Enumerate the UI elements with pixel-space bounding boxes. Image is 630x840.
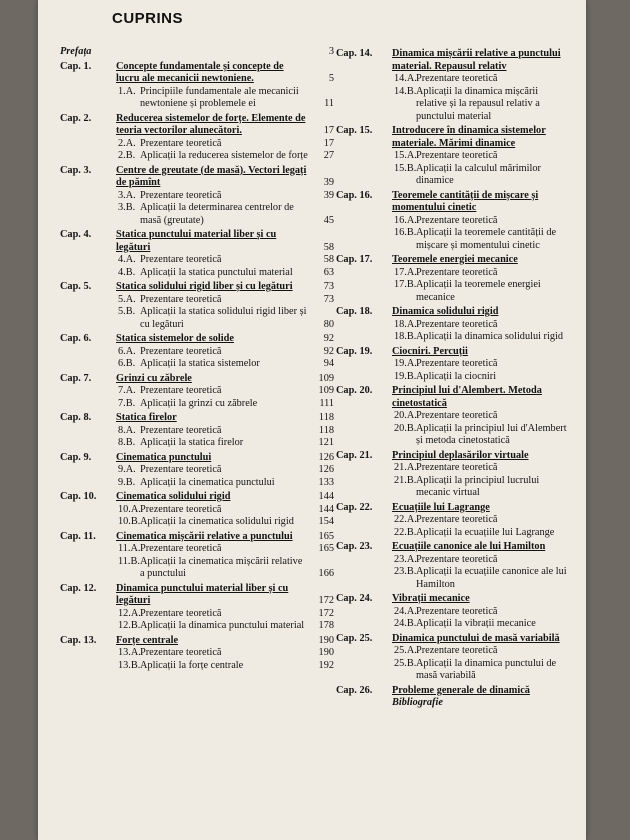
- chapter-label: Cap. 8.: [60, 412, 92, 423]
- toc-entry: [60, 358, 336, 371]
- chapter-label: Cap. 12.: [60, 582, 97, 594]
- toc-entry: [336, 618, 586, 631]
- section-code: 16.A.: [394, 214, 417, 226]
- section-code: 1.A.: [118, 85, 136, 97]
- chapter-title: Statica sistemelor de solide: [116, 333, 234, 344]
- page-number: 73: [323, 281, 334, 292]
- page-number: 133: [318, 476, 334, 488]
- section-code: 23.B.: [394, 566, 417, 577]
- toc-entry: [336, 606, 586, 619]
- chapter-label: Cap. 23.: [336, 541, 373, 552]
- section-title: Prezentare teoretică: [140, 345, 222, 357]
- toc-entry: [336, 279, 586, 304]
- section-title: Aplicații la calculul mărimilor dinamice: [416, 162, 541, 186]
- chapter-label: Cap. 16.: [336, 189, 373, 201]
- page-number: 11: [324, 98, 334, 109]
- chapter-title: Principiul lui d'Alembert. Metoda cinetostatică: [392, 385, 542, 409]
- section-code: 14.A.: [394, 73, 417, 84]
- toc-entry: [336, 215, 586, 228]
- chapter-label: Cap. 2.: [60, 112, 92, 124]
- chapter-title: Cinematica punctului: [116, 451, 212, 463]
- section-title: Aplicații la statica solidului rigid liber și cu legături: [140, 306, 307, 330]
- chapter-label: Cap. 17.: [336, 254, 373, 265]
- chapter-label: Cap. 11.: [60, 530, 96, 542]
- section-title: Aplicații la statica firelor: [140, 437, 244, 448]
- section-code: 12.A.: [118, 607, 141, 619]
- page-number: 165: [318, 543, 334, 554]
- toc-entry: [60, 583, 336, 608]
- section-code: 17.A.: [394, 266, 417, 278]
- section-title: Prezentare teoretică: [416, 514, 498, 525]
- chapter-title: Cinematica solidului rigid: [116, 491, 231, 502]
- toc-entry: [336, 267, 586, 280]
- section-code: 5.A.: [118, 293, 136, 305]
- section-code: 4.A.: [118, 254, 136, 265]
- toc-entry: [60, 373, 336, 386]
- page-number: 144: [318, 503, 334, 515]
- chapter-label: Cap. 15.: [336, 125, 373, 136]
- page-number: 92: [323, 333, 334, 344]
- chapter-label: Cap. 21.: [336, 449, 373, 461]
- section-code: 18.A.: [394, 318, 417, 330]
- section-code: 20.B.: [394, 422, 417, 434]
- chapter-title: Introducere în dinamica sistemelor materiale. Mărimi dinamice: [392, 125, 546, 149]
- chapter-title: Statica punctului material liber și cu legături: [116, 229, 277, 253]
- section-code: 23.A.: [394, 553, 417, 565]
- section-code: 19.B.: [394, 370, 417, 382]
- chapter-title: Teoremele energiei mecanice: [392, 254, 518, 265]
- chapter-label: Cap. 25.: [336, 632, 373, 644]
- toc-entry: [336, 150, 586, 163]
- toc-entry: [336, 423, 586, 448]
- toc-entry: [60, 254, 336, 267]
- page-number: 165: [318, 530, 334, 542]
- toc-entry: [336, 358, 586, 371]
- section-code: 13.B.: [118, 659, 141, 671]
- toc-entry: [336, 475, 586, 500]
- chapter-label: Cap. 13.: [60, 634, 97, 646]
- chapter-title: Forțe centrale: [116, 634, 179, 646]
- chapter-title: Cinematica mișcării relative a punctului: [116, 530, 293, 542]
- toc-entry: [336, 658, 586, 683]
- toc-entry: [336, 593, 586, 606]
- toc-column-left: [60, 46, 336, 672]
- chapter-title: Dinamica punctului material liber și cu legături: [116, 582, 289, 606]
- section-title: Aplicații la ciocniri: [416, 370, 497, 382]
- page-number: 126: [318, 451, 334, 463]
- section-code: 3.B.: [118, 202, 136, 213]
- section-code: 21.A.: [394, 462, 417, 473]
- section-code: 25.A.: [394, 645, 417, 656]
- chapter-label: Cap. 1.: [60, 60, 92, 72]
- page-number: 178: [318, 620, 334, 631]
- toc-entry: [336, 319, 586, 332]
- toc-entry: [60, 190, 336, 203]
- section-title: Aplicații la teoremele cantității de mișcare și momentului cinetic: [416, 227, 557, 251]
- toc-entry: [60, 346, 336, 359]
- toc-entry: [336, 410, 586, 423]
- toc-entry: [336, 502, 586, 515]
- section-title: Prezentare teoretică: [416, 150, 498, 161]
- toc-entry: [60, 385, 336, 398]
- chapter-title: Teoremele cantității de mișcare și momentului cinetic: [392, 189, 539, 213]
- section-title: Aplicații la ecuațiile lui Lagrange: [416, 526, 555, 538]
- section-code: 22.B.: [394, 526, 417, 538]
- chapter-title: Grinzi cu zăbrele: [116, 372, 192, 384]
- toc-entry: [60, 306, 336, 331]
- chapter-title: [116, 46, 308, 59]
- toc-entry: [60, 113, 336, 138]
- toc-entry: [60, 504, 336, 517]
- section-code: 10.A.: [118, 503, 141, 515]
- book-page: [38, 0, 586, 840]
- chapter-label: Cap. 22.: [336, 501, 373, 513]
- section-code: 10.B.: [118, 516, 141, 527]
- chapter-label: Cap. 24.: [336, 593, 373, 604]
- chapter-label: Cap. 19.: [336, 345, 373, 357]
- section-code: 7.A.: [118, 385, 136, 396]
- section-title: Prezentare teoretică: [140, 503, 222, 515]
- section-title: Aplicații la dinamica solidului rigid: [416, 331, 563, 342]
- chapter-label: Cap. 5.: [60, 281, 92, 292]
- page-number: 126: [318, 464, 334, 475]
- toc-entry: [60, 165, 336, 190]
- chapter-label: Cap. 26.: [336, 684, 373, 696]
- chapter-title: Statica solidului rigid liber și cu legături: [116, 281, 293, 292]
- page-number: 3: [328, 46, 334, 57]
- chapter-title: Dinamica solidului rigid: [392, 306, 499, 317]
- toc-entry: [60, 452, 336, 465]
- toc-entry: [336, 254, 586, 267]
- toc-entry: [336, 371, 586, 384]
- section-title: Aplicații la principiul lui d'Alembert și metoda cinetostatică: [416, 422, 567, 446]
- section-title: Aplicații la teoremele energiei mecanice: [416, 279, 541, 303]
- toc-entry: [336, 697, 586, 710]
- section-title: Prezentare teoretică: [416, 605, 498, 617]
- toc-entry: [336, 73, 586, 86]
- page-number: 109: [318, 385, 334, 396]
- page-number: 73: [323, 293, 334, 305]
- toc-entry: [336, 514, 586, 527]
- section-title: Aplicații la statica punctului material: [140, 266, 293, 278]
- toc-entry: [336, 306, 586, 319]
- page-number: 172: [318, 595, 334, 606]
- toc-entry: [336, 190, 586, 215]
- page-number: 118: [318, 424, 334, 436]
- chapter-label: Cap. 6.: [60, 333, 92, 344]
- chapter-title: Principiul deplasărilor virtuale: [392, 449, 529, 461]
- page-number: 27: [323, 150, 334, 161]
- section-title: Prezentare teoretică: [140, 293, 222, 305]
- toc-entry: [60, 61, 336, 86]
- section-code: 2.A.: [118, 137, 136, 149]
- toc-entry: [60, 477, 336, 490]
- page-number: 121: [318, 437, 334, 448]
- toc-entry: [60, 531, 336, 544]
- toc-entry: [60, 660, 336, 673]
- toc-entry: [336, 462, 586, 475]
- section-title: Aplicații la vibrații mecanice: [416, 618, 536, 629]
- toc-entry: [60, 437, 336, 450]
- chapter-title: Ciocniri. Percuții: [392, 345, 468, 357]
- section-title: Aplicații la cinematica punctului: [140, 476, 275, 488]
- section-title: Prezentare teoretică: [140, 464, 222, 475]
- section-code: 18.B.: [394, 331, 417, 342]
- toc-entry: [60, 464, 336, 477]
- toc-entry: [336, 163, 586, 188]
- toc-entry: [336, 227, 586, 252]
- toc-entry: [60, 635, 336, 648]
- toc-entry: [336, 346, 586, 359]
- section-title: Prezentare teoretică: [416, 462, 498, 473]
- toc-entry: [60, 398, 336, 411]
- toc-entry: [60, 516, 336, 529]
- page-number: 92: [323, 345, 334, 357]
- chapter-label: Cap. 18.: [336, 306, 373, 317]
- section-code: 9.B.: [118, 476, 136, 488]
- section-code: 4.B.: [118, 266, 136, 278]
- toc-entry: [60, 425, 336, 438]
- toc-entry: [60, 267, 336, 280]
- page-number: 172: [318, 607, 334, 619]
- page-number: 39: [323, 189, 334, 201]
- toc-entry: [336, 685, 586, 698]
- chapter-title: Reducerea sistemelor de forțe. Elemente de teoria vectorilor alunecători.: [116, 112, 306, 136]
- section-title: Prezentare teoretică: [416, 73, 498, 84]
- toc-entry: [336, 541, 586, 554]
- toc-entry: [336, 566, 586, 591]
- toc-entry: [336, 450, 586, 463]
- section-code: 8.A.: [118, 424, 136, 436]
- chapter-title: Dinamica mișcării relative a punctului material. Repausul relativ: [392, 48, 561, 72]
- section-code: 14.B.: [394, 85, 417, 97]
- toc-entry: [336, 633, 586, 646]
- section-code: 6.A.: [118, 345, 136, 357]
- toc-entry: [60, 412, 336, 425]
- toc-entry: [336, 331, 586, 344]
- section-title: Prezentare teoretică: [140, 385, 222, 396]
- chapter-label: Cap. 3.: [60, 164, 92, 176]
- section-code: 25.B.: [394, 657, 417, 669]
- chapter-label: Cap. 10.: [60, 491, 97, 502]
- page-number: 190: [318, 634, 334, 646]
- section-title: Prezentare teoretică: [140, 424, 222, 436]
- chapter-label: Cap. 20.: [336, 385, 373, 396]
- section-code: 17.B.: [394, 279, 417, 290]
- toc-entry: [60, 491, 336, 504]
- page-title: CUPRINS: [112, 10, 184, 27]
- page-number: 94: [323, 358, 334, 369]
- section-code: 16.B.: [394, 227, 417, 238]
- chapter-label: Cap. 9.: [60, 451, 92, 463]
- page-number: 45: [323, 214, 334, 226]
- chapter-title: Concepte fundamentale și concepte de lucru ale mecanicii newtoniene.: [116, 60, 284, 84]
- page-number: 190: [318, 647, 334, 658]
- section-title: Aplicații la cinematica solidului rigid: [140, 516, 294, 527]
- chapter-label: Cap. 14.: [336, 48, 373, 59]
- section-code: 19.A.: [394, 358, 417, 369]
- page-number: 63: [323, 266, 334, 278]
- toc-entry: [336, 86, 586, 124]
- page-number: 111: [319, 397, 334, 409]
- chapter-label: Cap. 7.: [60, 372, 92, 384]
- section-code: 11.A.: [118, 543, 141, 554]
- toc-entry: [60, 620, 336, 633]
- section-title: Aplicații la reducerea sistemelor de forțe: [140, 150, 308, 161]
- toc-column-right: [336, 46, 586, 710]
- section-title: Prezentare teoretică: [416, 358, 498, 369]
- chapter-title: Vibrații mecanice: [392, 593, 470, 604]
- page-number: 144: [318, 491, 334, 502]
- section-code: 24.B.: [394, 618, 417, 629]
- section-title: Aplicații la statica sistemelor: [140, 358, 260, 369]
- section-title: Prezentare teoretică: [140, 647, 222, 658]
- section-code: 7.B.: [118, 397, 136, 409]
- toc-entry: [60, 556, 336, 581]
- chapter-title: Centre de greutate (de masă). Vectori legați de pămînt: [116, 164, 307, 188]
- chapter-label: Cap. 4.: [60, 229, 92, 240]
- preface-label: Prefața: [60, 46, 92, 57]
- section-title: Prezentare teoretică: [140, 137, 222, 149]
- section-code: 15.B.: [394, 162, 417, 174]
- section-title: Prezentare teoretică: [416, 553, 498, 565]
- page-number: 17: [323, 137, 334, 149]
- section-code: 24.A.: [394, 605, 417, 617]
- section-title: Prezentare teoretică: [140, 607, 222, 619]
- toc-entry: [60, 150, 336, 163]
- section-title: Aplicații la dinamica punctului de masă variabilă: [416, 657, 557, 681]
- section-title: Prezentare teoretică: [416, 645, 498, 656]
- section-title: Aplicații la forțe centrale: [140, 659, 244, 671]
- section-code: 6.B.: [118, 358, 136, 369]
- section-code: 2.B.: [118, 150, 136, 161]
- bibliography-title: Bibliografie: [392, 697, 443, 708]
- chapter-title: Probleme generale de dinamică: [392, 684, 530, 696]
- toc-entry: [336, 385, 586, 410]
- section-code: 5.B.: [118, 306, 136, 317]
- section-title: Prezentare teoretică: [416, 318, 498, 330]
- toc-entry: [60, 543, 336, 556]
- section-title: Prezentare teoretică: [416, 266, 498, 278]
- toc-entry: [60, 294, 336, 307]
- section-code: 21.B.: [394, 474, 417, 486]
- section-title: Aplicații la cinematica mișcării relative a punctului: [140, 555, 303, 579]
- toc-entry: [60, 138, 336, 151]
- section-title: Aplicații la ecuațiile canonice ale lui Hamilton: [416, 566, 567, 590]
- section-code: 22.A.: [394, 514, 417, 525]
- section-code: 11.B.: [118, 555, 140, 567]
- section-title: Prezentare teoretică: [416, 214, 498, 226]
- section-code: 12.B.: [118, 620, 141, 631]
- section-title: Prezentare teoretică: [140, 254, 222, 265]
- section-title: Prezentare teoretică: [416, 410, 498, 421]
- page-number: 118: [318, 412, 334, 423]
- toc-entry: [60, 281, 336, 294]
- toc-entry: [60, 647, 336, 660]
- toc-entry: [336, 527, 586, 540]
- section-code: 8.B.: [118, 437, 136, 448]
- section-title: Prezentare teoretică: [140, 189, 222, 201]
- chapter-title: Ecuațiile lui Lagrange: [392, 501, 490, 513]
- section-code: 20.A.: [394, 410, 417, 421]
- page-number: 5: [328, 73, 334, 84]
- section-title: Prezentare teoretică: [140, 543, 222, 554]
- section-title: Aplicații la dinamica mișcării relative și la repausul relativ a punctului material: [416, 85, 540, 122]
- toc-entry: [60, 229, 336, 254]
- section-code: 15.A.: [394, 150, 417, 161]
- section-code: 9.A.: [118, 464, 136, 475]
- toc-entry: [60, 608, 336, 621]
- page-number: 58: [323, 241, 334, 253]
- page-number: 154: [318, 516, 334, 527]
- toc-entry: [336, 125, 586, 150]
- toc-entry: [60, 46, 336, 59]
- chapter-title: Dinamica punctului de masă variabilă: [392, 632, 560, 644]
- chapter-title: Ecuațiile canonice ale lui Hamilton: [392, 541, 546, 552]
- page-number: 192: [318, 659, 334, 671]
- section-code: 3.A.: [118, 189, 136, 201]
- toc-entry: [60, 333, 336, 346]
- section-code: 13.A.: [118, 647, 141, 658]
- section-title: Aplicații la determinarea centrelor de masă (greutate): [140, 202, 294, 226]
- toc-entry: [60, 202, 336, 227]
- section-title: Aplicații la grinzi cu zăbrele: [140, 397, 258, 409]
- page-number: 109: [318, 372, 334, 384]
- toc-entry: [60, 86, 336, 111]
- section-title: Principiile fundamentale ale mecanicii newtoniene și problemele ei: [140, 85, 299, 109]
- page-number: 166: [318, 568, 334, 579]
- section-title: Aplicații la principiul lucrului mecanic virtual: [416, 474, 540, 498]
- page-number: 39: [323, 177, 334, 188]
- toc-entry: [336, 554, 586, 567]
- toc-entry: [336, 645, 586, 658]
- chapter-title: Statica firelor: [116, 412, 177, 423]
- page-number: 58: [323, 254, 334, 265]
- section-title: Aplicații la dinamica punctului material: [140, 620, 305, 631]
- page-number: 80: [323, 318, 334, 330]
- toc-entry: [336, 48, 586, 73]
- page-number: 17: [323, 125, 334, 136]
